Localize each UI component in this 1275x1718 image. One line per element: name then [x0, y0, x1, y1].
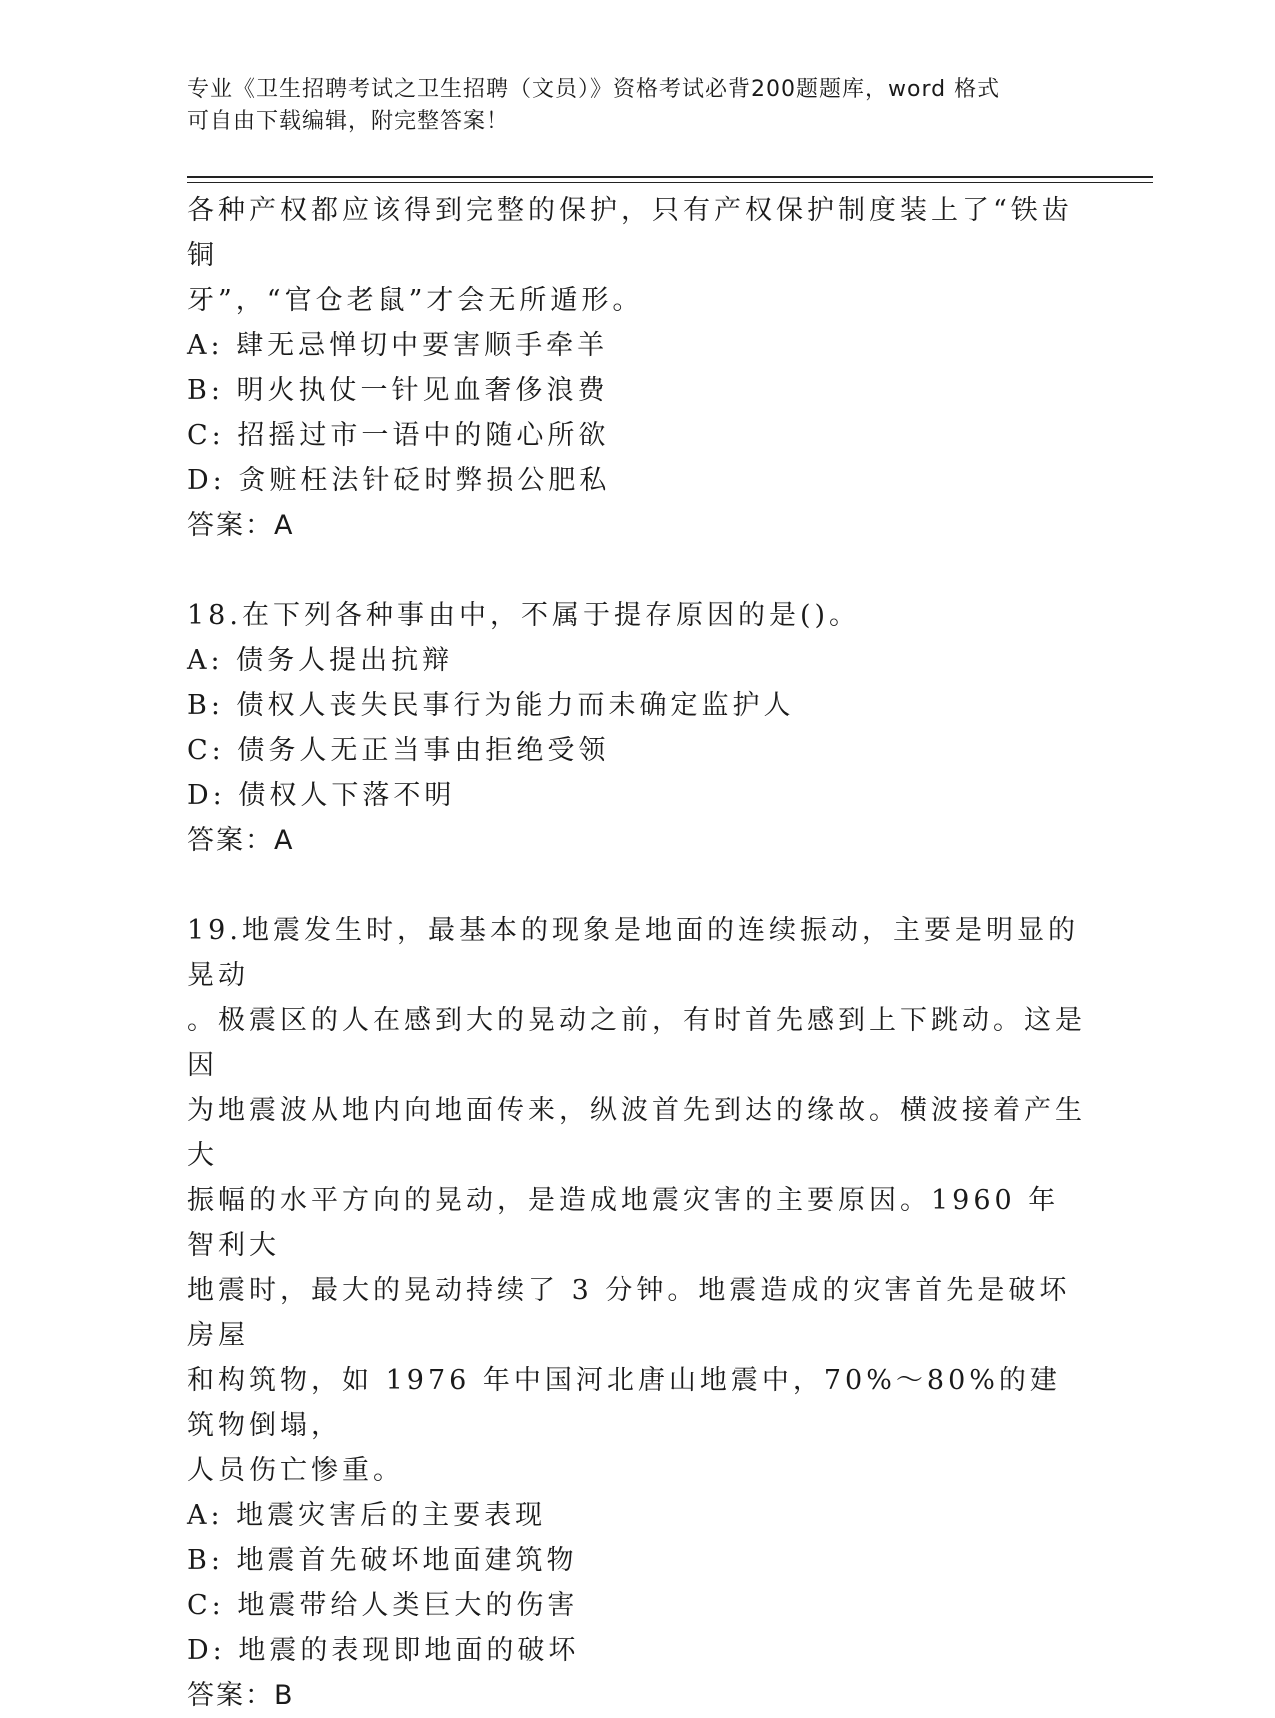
question-19-option-a: A: 地震灾害后的主要表现 — [187, 1500, 547, 1531]
header-title-line: 专业《卫生招聘考试之卫生招聘（文员）》资格考试必背200题题库，word 格式 — [187, 77, 1001, 102]
question-17-stem-line: 牙”，“官仓老鼠”才会无所遁形。 — [187, 285, 644, 316]
header-divider-thin — [187, 182, 1153, 183]
question-19-stem-line: 。极震区的人在感到大的晃动之前，有时首先感到上下跳动。这是因 — [187, 1005, 1086, 1081]
question-19-stem-line: 和构筑物，如 1976 年中国河北唐山地震中，70%～80%的建筑物倒塌， — [187, 1365, 1061, 1441]
question-19-option-d: D: 地震的表现即地面的破坏 — [187, 1635, 580, 1666]
question-19-answer: 答案：B — [187, 1680, 295, 1711]
question-19-option-c: C: 地震带给人类巨大的伤害 — [187, 1590, 579, 1621]
question-19-stem-line: 地震时，最大的晃动持续了 3 分钟。地震造成的灾害首先是破坏房屋 — [187, 1275, 1071, 1351]
question-19-stem-line: 振幅的水平方向的晃动，是造成地震灾害的主要原因。1960 年智利大 — [187, 1185, 1060, 1261]
question-content — [187, 188, 1087, 1718]
question-17-answer: 答案：A — [187, 510, 295, 541]
question-18-answer: 答案：A — [187, 825, 295, 856]
question-17-option-a: A: 肆无忌惮切中要害顺手牵羊 — [187, 330, 609, 361]
question-19-option-b: B: 地震首先破坏地面建筑物 — [187, 1545, 578, 1576]
question-18-option-b: B: 债权人丧失民事行为能力而未确定监护人 — [187, 690, 795, 721]
question-19-stem-line: 为地震波从地内向地面传来，纵波首先到达的缘故。横波接着产生大 — [187, 1095, 1086, 1171]
spacer — [187, 863, 1087, 908]
question-18-option-a: A: 债务人提出抗辩 — [187, 645, 454, 676]
question-17-option-c: C: 招摇过市一语中的随心所欲 — [187, 420, 610, 451]
header-divider-thick — [187, 176, 1153, 178]
question-17-option-b: B: 明火执仗一针见血奢侈浪费 — [187, 375, 609, 406]
header-subtitle-line: 可自由下载编辑，附完整答案！ — [187, 109, 510, 134]
question-17-stem-line: 各种产权都应该得到完整的保护，只有产权保护制度装上了“铁齿铜 — [187, 195, 1073, 271]
question-19-stem-line: 19.地震发生时，最基本的现象是地面的连续振动，主要是明显的晃动 — [187, 915, 1079, 991]
question-18-option-c: C: 债务人无正当事由拒绝受领 — [187, 735, 610, 766]
spacer — [187, 548, 1087, 593]
question-17-option-d: D: 贪赃枉法针砭时弊损公肥私 — [187, 465, 611, 496]
question-18-stem: 18.在下列各种事由中，不属于提存原因的是()。 — [187, 600, 861, 631]
question-18-option-d: D: 债权人下落不明 — [187, 780, 456, 811]
document-header — [187, 74, 1067, 138]
question-19-stem-line: 人员伤亡惨重。 — [187, 1455, 404, 1486]
